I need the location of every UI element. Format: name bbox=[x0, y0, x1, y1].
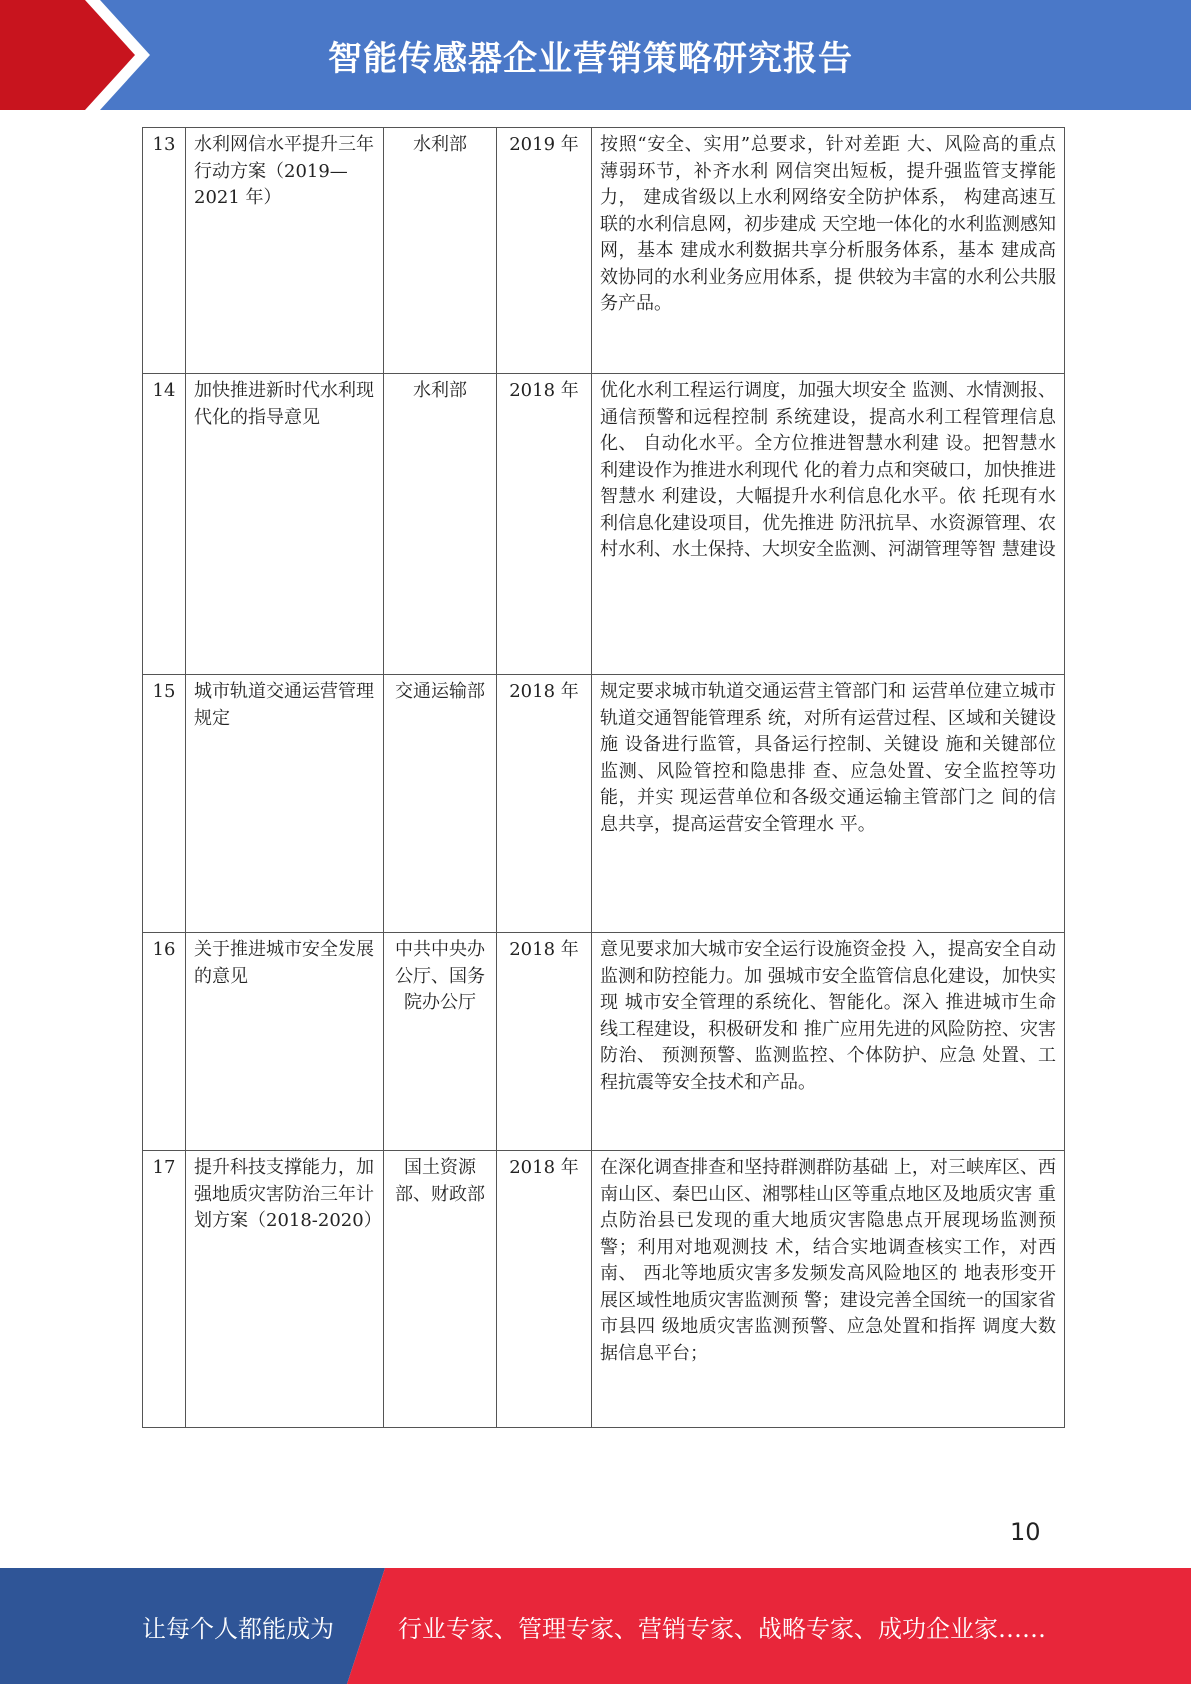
row-number: 15 bbox=[143, 675, 186, 933]
table-row bbox=[143, 1151, 1065, 1428]
issuing-department: 水利部 bbox=[384, 374, 497, 675]
issue-year: 2018 年 bbox=[497, 933, 592, 1151]
issue-year: 2018 年 bbox=[497, 675, 592, 933]
footer-slogan-left: 让每个人都能成为 bbox=[142, 1614, 334, 1643]
policy-name: 提升科技支撑能力，加强地质灾害防治三年计划方案（2018-2020） bbox=[186, 1151, 384, 1428]
document-title: 智能传感器企业营销策略研究报告 bbox=[328, 38, 853, 79]
table-row bbox=[143, 675, 1065, 933]
page-header bbox=[0, 0, 1191, 110]
policy-description: 规定要求城市轨道交通运营主管部门和 运营单位建立城市轨道交通智能管理系 统，对所有运营过程、区域和关键设施 设备进行监管，具备运行控制、关键设 施和关键部位监测、风险管控和隐患排 查、应急处置、安全监控等功能，并实 现运营单位和各级交通运输主管部门之 间的信息共享，提高运营安全管理水 平。 bbox=[592, 675, 1065, 933]
page-footer bbox=[0, 1568, 1191, 1684]
policy-name: 关于推进城市安全发展的意见 bbox=[186, 933, 384, 1151]
row-number: 16 bbox=[143, 933, 186, 1151]
policy-table bbox=[142, 127, 1065, 1428]
table-row bbox=[143, 374, 1065, 675]
policy-name: 加快推进新时代水利现代化的指导意见 bbox=[186, 374, 384, 675]
footer-slogan-right: 行业专家、管理专家、营销专家、战略专家、成功企业家…… bbox=[398, 1614, 1046, 1643]
issue-year: 2018 年 bbox=[497, 1151, 592, 1428]
header-chevron-graphic bbox=[0, 0, 160, 110]
page-number: 10 bbox=[1010, 1518, 1041, 1546]
policy-description: 按照“安全、实用”总要求，针对差距 大、风险高的重点薄弱环节，补齐水利 网信突出短板，提升强监管支撑能力， 建成省级以上水利网络安全防护体系， 构建高速互联的水利信息网，初步建成 天空地一体化的水利监测感知网，基本 建成水利数据共享分析服务体系，基本 建成高效协同的水利业务应用体系，提 供较为丰富的水利公共服务产品。 bbox=[592, 128, 1065, 374]
issue-year: 2019 年 bbox=[497, 128, 592, 374]
table-row bbox=[143, 128, 1065, 374]
issuing-department: 中共中央办公厅、国务院办公厅 bbox=[384, 933, 497, 1151]
policy-description: 意见要求加大城市安全运行设施资金投 入，提高安全自动监测和防控能力。加 强城市安全监管信息化建设，加快实现 城市安全管理的系统化、智能化。深入 推进城市生命线工程建设，积极研发和 推广应用先进的风险防控、灾害防治、 预测预警、监测监控、个体防护、应急 处置、工程抗震等安全技术和产品。 bbox=[592, 933, 1065, 1151]
issuing-department: 国土资源部、财政部 bbox=[384, 1151, 497, 1428]
policy-name: 水利网信水平提升三年行动方案（2019—2021 年） bbox=[186, 128, 384, 374]
policy-description: 在深化调查排查和坚持群测群防基础 上，对三峡库区、西南山区、秦巴山区、湘鄂桂山区等重点地区及地质灾害 重点防治县已发现的重大地质灾害隐患点开展现场监测预警；利用对地观测技 术，结合实地调查核实工作，对西南、 西北等地质灾害多发频发高风险地区的 地表形变开展区域性地质灾害监测预 警；建设完善全国统一的国家省市县四 级地质灾害监测预警、应急处置和指挥 调度大数据信息平台； bbox=[592, 1151, 1065, 1428]
issue-year: 2018 年 bbox=[497, 374, 592, 675]
issuing-department: 水利部 bbox=[384, 128, 497, 374]
row-number: 14 bbox=[143, 374, 186, 675]
row-number: 13 bbox=[143, 128, 186, 374]
policy-description: 优化水利工程运行调度，加强大坝安全 监测、水情测报、通信预警和远程控制 系统建设，提高水利工程管理信息化、 自动化水平。全方位推进智慧水利建 设。把智慧水利建设作为推进水利现代 化的着力点和突破口，加快推进智慧水 利建设，大幅提升水利信息化水平。依 托现有水利信息化建设项目，优先推进 防汛抗旱、水资源管理、农村水利、水土保持、大坝安全监测、河湖管理等智 慧建设 bbox=[592, 374, 1065, 675]
policy-name: 城市轨道交通运营管理规定 bbox=[186, 675, 384, 933]
row-number: 17 bbox=[143, 1151, 186, 1428]
table-row bbox=[143, 933, 1065, 1151]
issuing-department: 交通运输部 bbox=[384, 675, 497, 933]
